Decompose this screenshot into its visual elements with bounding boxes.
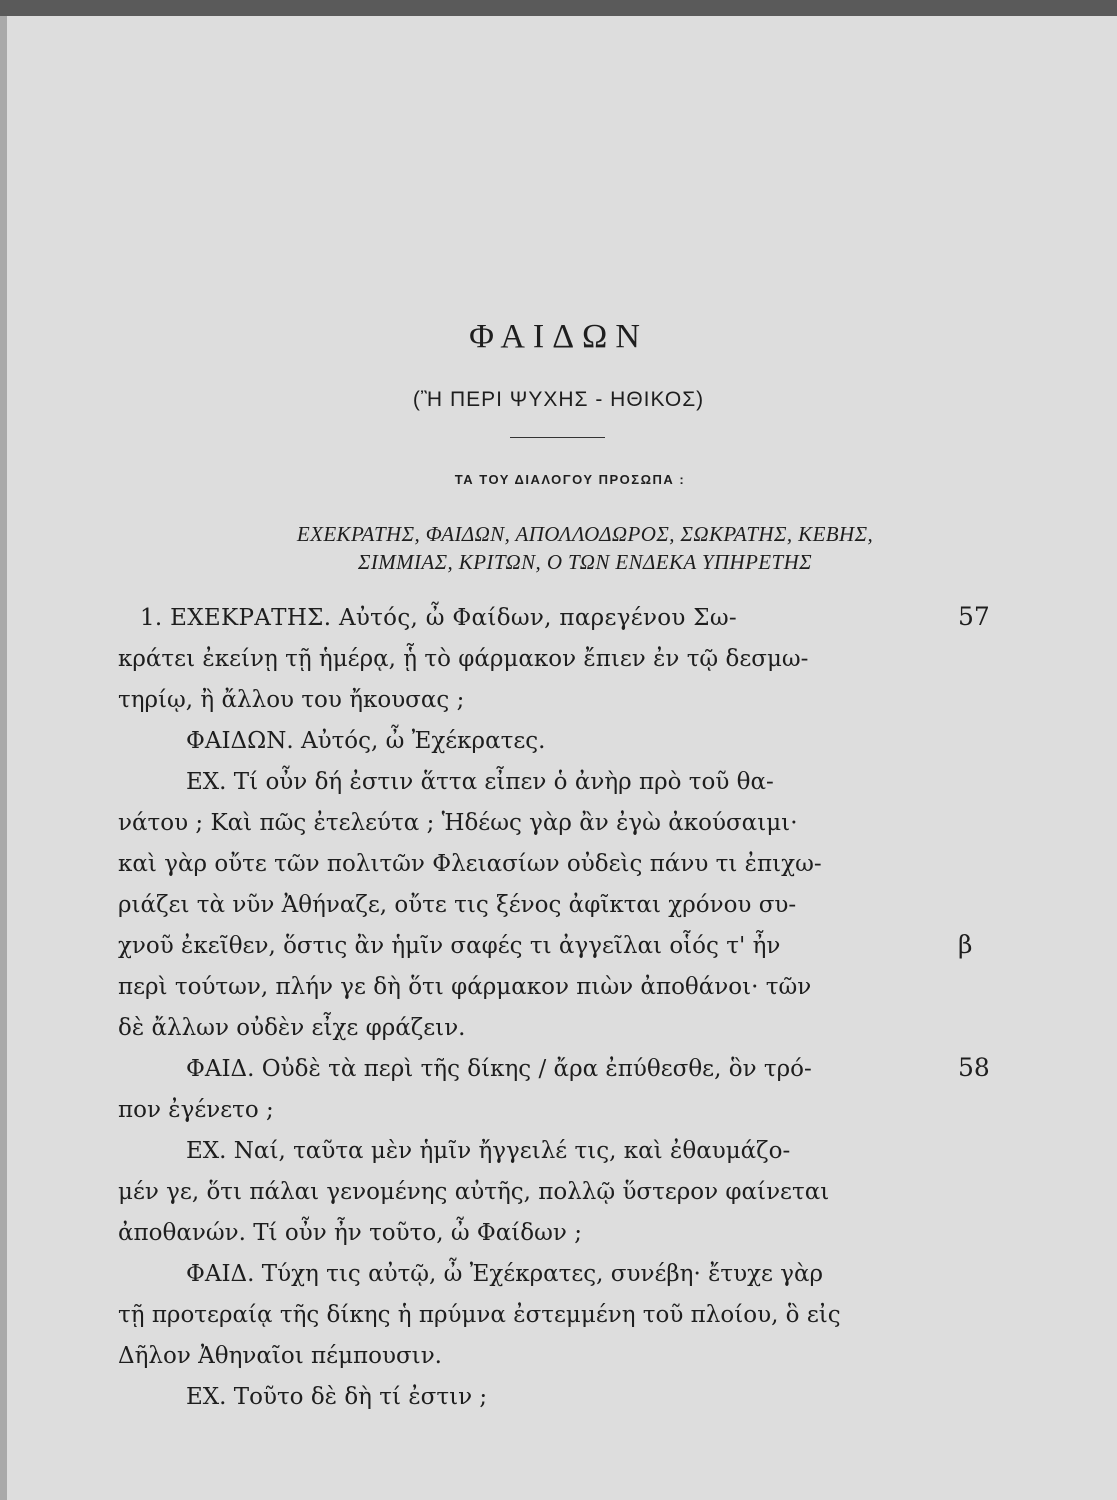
- text-line: ἀποθανών. Τί οὖν ἦν τοῦτο, ὦ Φαίδων ;: [118, 1220, 582, 1246]
- text-line: πον ἐγένετο ;: [118, 1097, 274, 1123]
- text-line: τηρίῳ, ἢ ἄλλου του ἤκουσας ;: [118, 687, 465, 713]
- text-line: Δῆλον Ἀθηναῖοι πέμπουσιν.: [118, 1343, 442, 1369]
- text-line: μέν γε, ὅτι πάλαι γενομένης αὐτῆς, πολλῷ ὕστερον φαίνεται: [118, 1179, 830, 1205]
- persons-heading: ΤΑ ΤΟΥ ΔΙΑΛΟΓΟΥ ΠΡΟΣΩΠΑ :: [454, 472, 686, 487]
- persons-line: ΣΙΜΜΙΑΣ, ΚΡΙΤΩΝ, Ο ΤΩΝ ΕΝΔΕΚΑ ΥΠΗΡΕΤΗΣ: [357, 550, 813, 574]
- text-line: χνοῦ ἐκεῖθεν, ὅστις ἂν ἡμῖν σαφές τι ἀγγεῖλαι οἷός τ' ἦν: [118, 933, 781, 959]
- margin-letter-beta: β: [958, 930, 973, 959]
- text-line: νάτου ; Καὶ πῶς ἐτελεύτα ; Ἡδέως γὰρ ἂν ἐγὼ ἀκούσαιμι·: [118, 810, 798, 836]
- persons-list: [190, 520, 980, 576]
- text-line: ΦΑΙΔ. Τύχη τις αὐτῷ, ὦ Ἐχέκρατες, συνέβη· ἔτυχε γὰρ: [186, 1261, 824, 1287]
- text-line: 1. ΕΧΕΚΡΑΤΗΣ. Αὐτός, ὦ Φαίδων, παρεγένου Σω-: [140, 605, 737, 631]
- text-line: ΦΑΙΔΩΝ. Αὐτός, ὦ Ἐχέκρατες.: [186, 728, 546, 754]
- scan-top-border: [0, 0, 1117, 16]
- margin-number-57: 57: [958, 602, 990, 631]
- title-divider: [510, 437, 605, 438]
- text-line: καὶ γὰρ οὔτε τῶν πολιτῶν Φλειασίων οὐδεὶς πάνυ τι ἐπιχω-: [118, 851, 822, 877]
- page-subtitle: (Ἢ ΠΕΡΙ ΨΥΧΗΣ - ΗΘΙΚΟΣ): [412, 388, 705, 411]
- scan-left-edge: [0, 16, 7, 1500]
- text-line: τῇ προτεραίᾳ τῆς δίκης ἡ πρύμνα ἐστεμμένη τοῦ πλοίου, ὃ εἰς: [118, 1302, 841, 1328]
- text-line: ΕΧ. Τοῦτο δὲ δὴ τί ἐστιν ;: [186, 1384, 488, 1410]
- text-line: περὶ τούτων, πλήν γε δὴ ὅτι φάρμακον πιὼν ἀποθάνοι· τῶν: [118, 974, 812, 1000]
- text-line: ριάζει τὰ νῦν Ἀθήναζε, οὔτε τις ξένος ἀφῖκται χρόνου συ-: [118, 892, 797, 918]
- text-line: δὲ ἄλλων οὐδὲν εἶχε φράζειν.: [118, 1015, 466, 1041]
- text-line: ΕΧ. Ναί, ταῦτα μὲν ἡμῖν ἤγγειλέ τις, καὶ ἐθαυμάζο-: [186, 1138, 791, 1164]
- text-line: κράτει ἐκείνῃ τῇ ἡμέρᾳ, ᾗ τὸ φάρμακον ἔπιεν ἐν τῷ δεσμω-: [118, 646, 809, 672]
- dialogue-text: [118, 598, 940, 1418]
- margin-number-58: 58: [958, 1053, 990, 1082]
- page-title: ΦΑΙΔΩΝ: [469, 318, 648, 355]
- persons-line: ΕΧΕΚΡΑΤΗΣ, ΦΑΙΔΩΝ, ΑΠΟΛΛΟΔΩΡΟΣ, ΣΩΚΡΑΤΗΣ, ΚΕΒΗΣ,: [296, 522, 874, 546]
- text-line: ΕΧ. Τί οὖν δή ἐστιν ἅττα εἶπεν ὁ ἀνὴρ πρὸ τοῦ θα-: [186, 769, 774, 795]
- text-line: ΦΑΙΔ. Οὐδὲ τὰ περὶ τῆς δίκης / ἄρα ἐπύθεσθε, ὃν τρό-: [186, 1056, 812, 1082]
